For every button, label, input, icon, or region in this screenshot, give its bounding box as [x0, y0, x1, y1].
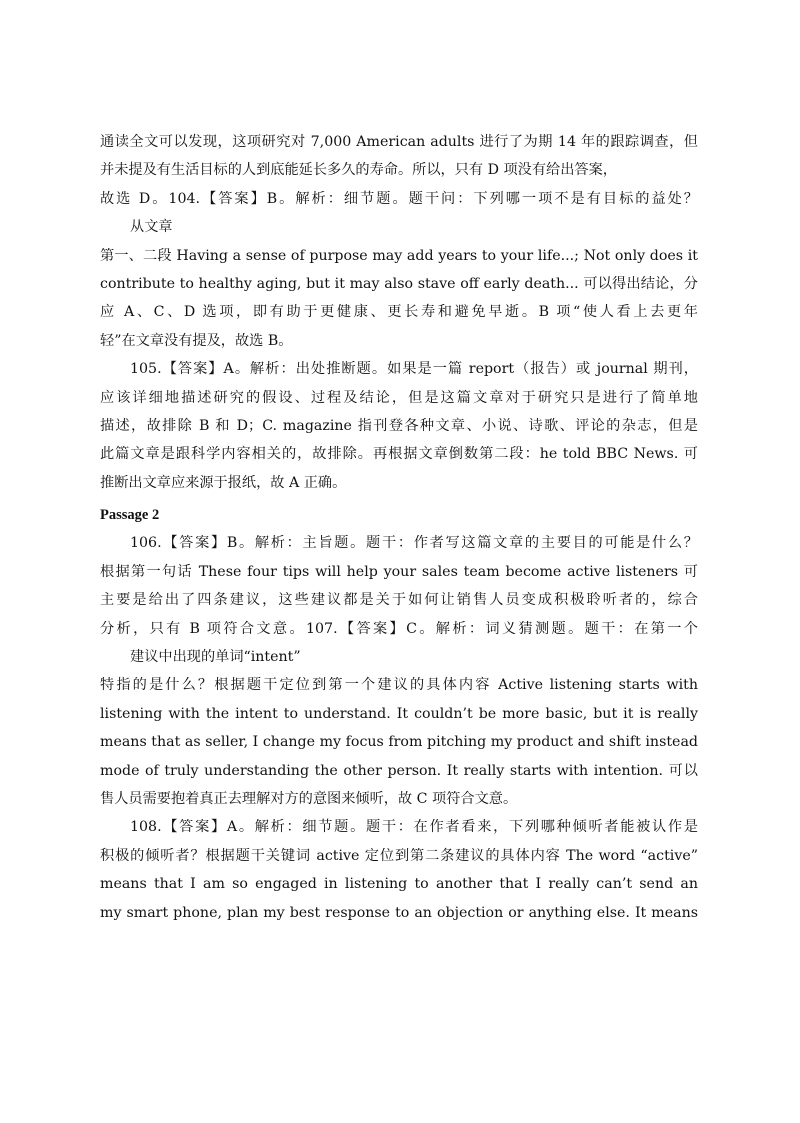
text-line: 主要是给出了四条建议，这些建议都是关于如何让销售人员变成积极聆听者的，综合 — [100, 592, 698, 609]
text-line: 105.【答案】A。解析：出处推断题。如果是一篇 report（报告）或 journal 期刊， — [130, 361, 698, 378]
text-line: 并未提及有生活目标的人到底能延长多久的寿命。所以，只有 D 项没有给出答案， — [100, 162, 617, 179]
text-line: 应该详细地描述研究的假设、过程及结论，但是这篇文章对于研究只是进行了简单地 — [100, 389, 698, 406]
text-line: means that I am so engaged in listening to another that I really can’t send an — [100, 876, 698, 893]
text-line: 应 A、C、D 选项，即有助于更健康、更长寿和避免早逝。B 项“使人看上去更年 — [100, 304, 698, 321]
text-line: 分析，只有 B 项符合文意。107.【答案】C。解析：词义猜测题。题干：在第一个 — [100, 620, 698, 637]
text-line: 第一、二段 Having a sense of purpose may add years to your life...; Not only does it — [100, 247, 698, 264]
text-line: contribute to healthy aging, but it may also stave off early death... 可以得出结论，分 — [100, 275, 698, 292]
answer-block-passage-2 — [100, 529, 698, 926]
text-line: 建议中出现的单词“intent” — [130, 649, 301, 666]
text-line: 售人员需要抱着真正去理解对方的意图来倾听，故 C 项符合文意。 — [100, 790, 518, 807]
text-line: means that as seller, I change my focus from pitching my product and shift instead — [100, 734, 698, 751]
text-line: 根据第一句话 These four tips will help your sales team become active listeners 可 — [100, 563, 698, 580]
text-line: listening with the intent to understand. It couldn’t be more basic, but it is really — [100, 705, 698, 722]
answer-block-passage-1 — [100, 128, 698, 497]
text-line: 描述，故排除 B 和 D；C. magazine 指刊登各种文章、小说、诗歌、评论的杂志，但是 — [100, 417, 698, 434]
text-line: 特指的是什么？根据题干定位到第一个建议的具体内容 Active listening starts with — [100, 677, 698, 694]
text-line: 积极的倾听者？根据题干关键词 active 定位到第二条建议的具体内容 The word “active” — [100, 847, 698, 864]
text-line: 通读全文可以发现，这项研究对 7,000 American adults 进行了为期 14 年的跟踪调查，但 — [100, 134, 698, 150]
text-line: 轻”在文章没有提及，故选 B。 — [100, 332, 293, 349]
text-line: 106.【答案】B。解析：主旨题。题干：作者写这篇文章的主要目的可能是什么？ — [130, 535, 698, 552]
text-line: 推断出文章应来源于报纸，故 A 正确。 — [100, 474, 347, 491]
text-line: my smart phone, plan my best response to an objection or anything else. It means — [100, 904, 698, 921]
passage-2-heading: Passage 2 — [100, 507, 160, 524]
text-line: mode of truly understanding the other person. It really starts with intention. 可以 — [100, 762, 698, 779]
text-line: 从文章 — [130, 219, 173, 236]
text-line: 此篇文章是跟科学内容相关的，故排除。再根据文章倒数第二段：he told BBC News. 可 — [100, 446, 698, 463]
text-line: 108.【答案】A。解析：细节题。题干：在作者看来，下列哪种倾听者能被认作是 — [130, 819, 698, 836]
text-line: 故选 D。104.【答案】B。解析：细节题。题干问：下列哪一项不是有目标的益处？ — [100, 190, 698, 207]
document-page — [100, 128, 698, 927]
